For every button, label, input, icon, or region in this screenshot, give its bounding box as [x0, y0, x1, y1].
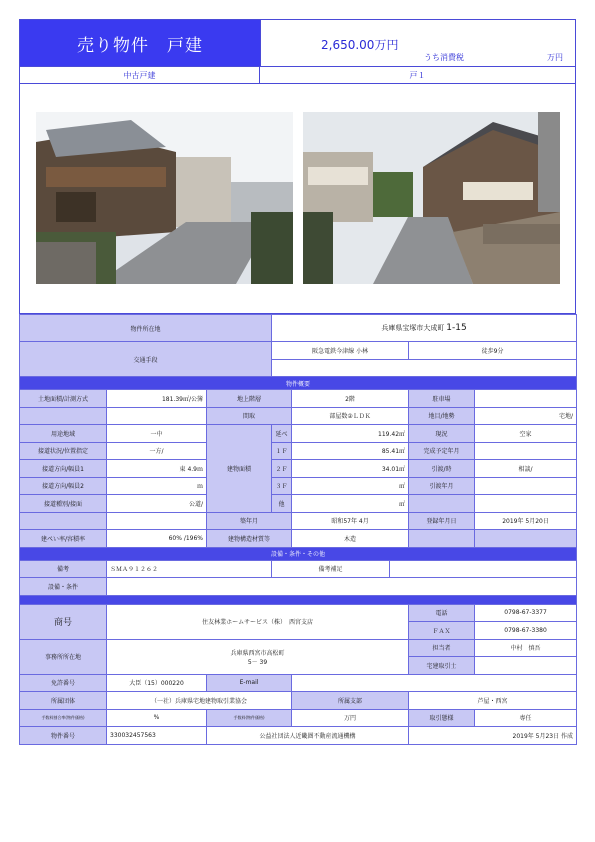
landcat: 宅地/: [475, 407, 577, 425]
email: [292, 674, 577, 692]
office-address: [107, 639, 409, 674]
total-label: 延べ: [272, 425, 292, 443]
built-label: 築年月: [207, 512, 292, 530]
parking: [475, 390, 577, 408]
struct: 木造: [292, 530, 409, 548]
property-table: [19, 314, 577, 745]
photo-street-right: [303, 112, 560, 284]
handover-ym: [475, 477, 577, 495]
handover: 相談/: [475, 460, 577, 478]
property-id: 330032457563: [107, 727, 207, 745]
tel: 0798-67-3377: [475, 604, 577, 622]
dir1: 東 4.9ｍ: [107, 460, 207, 478]
mode: 専任: [475, 709, 577, 727]
office-address-line1: 兵庫県西宮市高松町: [230, 649, 285, 657]
transport-extra: [272, 359, 577, 377]
remarks-sup: [390, 560, 577, 578]
branch: 芦屋・西宮: [409, 692, 577, 710]
blank3-label: [20, 512, 107, 530]
org: （一社）兵庫県宅地建物取引業協会: [107, 692, 292, 710]
equip-band: 設備・条件・その他: [20, 547, 577, 560]
address: 兵庫県宝塚市大成町: [381, 324, 445, 332]
footer-org: 公益社団法人近畿圏不動産流通機構: [207, 727, 409, 745]
f3-label: ３Ｆ: [272, 477, 292, 495]
tax-label: うち消費税: [424, 53, 464, 62]
land-area-label: 土地面積/計測方式: [20, 390, 107, 408]
f1-label: １Ｆ: [272, 442, 292, 460]
road: 一方/: [107, 442, 207, 460]
roadtype-label: 接道種別/接面: [20, 495, 107, 513]
tax-unit: 万円: [547, 53, 563, 62]
price: 2,650.00万円: [321, 38, 399, 52]
mode-label: 取引態様: [409, 709, 475, 727]
staff: 中村 慎吾: [475, 639, 577, 657]
ratio: 60% /196%: [107, 530, 207, 548]
equip: [107, 578, 577, 596]
roadtype: 公道/: [107, 495, 207, 513]
email-label: E-mail: [207, 674, 292, 692]
blank4-value: [475, 530, 577, 548]
floors: 2階: [292, 390, 409, 408]
license-label: 免許番号: [20, 674, 107, 692]
f1-area: 85.41㎡: [292, 442, 409, 460]
address-number: 1-15: [446, 323, 467, 333]
f2-label: ２Ｆ: [272, 460, 292, 478]
fee2-label: 手数料(物件価格): [207, 709, 292, 727]
photo-street-left: [36, 112, 293, 284]
location-value: [272, 315, 577, 342]
blank-label: [20, 407, 107, 425]
land-area: 181.39㎡/公簿: [107, 390, 207, 408]
handover-label: 引渡/時: [409, 460, 475, 478]
property-kind: 戸１: [409, 70, 426, 80]
status: 空家: [475, 425, 577, 443]
office-address-line2: 5－ 39: [247, 658, 268, 666]
org-label: 所属団体: [20, 692, 107, 710]
transport-walk: 徒歩9分: [409, 342, 577, 360]
complete-label: 完成予定年月: [409, 442, 475, 460]
blank3-value: [107, 512, 207, 530]
listing-header: [19, 19, 576, 314]
remarks-sup-label: 備考補足: [272, 560, 390, 578]
landcat-label: 地目/地勢: [409, 407, 475, 425]
broker-label: 宅建取引士: [409, 657, 475, 675]
dir2: ｍ: [107, 477, 207, 495]
photo-area: [20, 83, 575, 313]
reg-label: 登録年月日: [409, 512, 475, 530]
f3-area: ㎡: [292, 477, 409, 495]
status-label: 現況: [409, 425, 475, 443]
trade-label: 商号: [20, 604, 107, 639]
dir1-label: 接道方向/幅員1: [20, 460, 107, 478]
use-label: 用途地域: [20, 425, 107, 443]
layout: 部屋数②ＬＤＫ: [292, 407, 409, 425]
total-area: 119.42㎡: [292, 425, 409, 443]
fee-label: 手数料割合率(物件価格): [20, 709, 107, 727]
ratio-label: 建ぺい率/容積率: [20, 530, 107, 548]
dir2-label: 接道方向/幅員2: [20, 477, 107, 495]
overview-band: 物件概要: [20, 377, 577, 390]
price-box: [260, 20, 575, 66]
equip-label: 設備・条件: [20, 578, 107, 596]
layout-label: 間取: [207, 407, 292, 425]
other-label: 他: [272, 495, 292, 513]
parking-label: 駐車場: [409, 390, 475, 408]
blank4-label: [409, 530, 475, 548]
remarks-label: 備考: [20, 560, 107, 578]
blank-value: [107, 407, 207, 425]
page-title: 売り物件 戸建: [20, 20, 260, 66]
transport-line: 阪急電鉄今津線 小林: [272, 342, 409, 360]
created-date: 2019年 5月23日 作成: [409, 727, 577, 745]
location-label: 物件所在地: [20, 315, 272, 342]
staff-label: 担当者: [409, 639, 475, 657]
use: 一中: [107, 425, 207, 443]
fax-label: ＦＡＸ: [409, 622, 475, 640]
property-type: 中古戸建: [20, 67, 260, 83]
property-id-label: 物件番号: [20, 727, 107, 745]
fax: 0798-67-3380: [475, 622, 577, 640]
complete: [475, 442, 577, 460]
tel-label: 電話: [409, 604, 475, 622]
other-area: ㎡: [292, 495, 409, 513]
f2-area: 34.01㎡: [292, 460, 409, 478]
remarks: ＳＭＡ９１２６２: [107, 560, 272, 578]
bldg-area-label: 建物面積: [207, 425, 272, 513]
blank2-value: [475, 495, 577, 513]
branch-label: 所属支部: [292, 692, 409, 710]
license: 大臣（15）000220: [107, 674, 207, 692]
office-label: 事務所所在地: [20, 639, 107, 674]
fee: %: [107, 709, 207, 727]
fee2: 万円: [292, 709, 409, 727]
floors-label: 地上階層: [207, 390, 292, 408]
trade-name: 住友林業ホームサービス（株） 西宮支店: [107, 604, 409, 639]
struct-label: 建物構造材質等: [207, 530, 292, 548]
transport-label: 交通手段: [20, 342, 272, 377]
blank2-label: [409, 495, 475, 513]
spacer-band: [20, 595, 577, 604]
broker: [475, 657, 577, 675]
reg-date: 2019年 5月20日: [475, 512, 577, 530]
handover-ym-label: 引渡年月: [409, 477, 475, 495]
road-label: 接道状況/位置指定: [20, 442, 107, 460]
built: 昭和57年 4月: [292, 512, 409, 530]
